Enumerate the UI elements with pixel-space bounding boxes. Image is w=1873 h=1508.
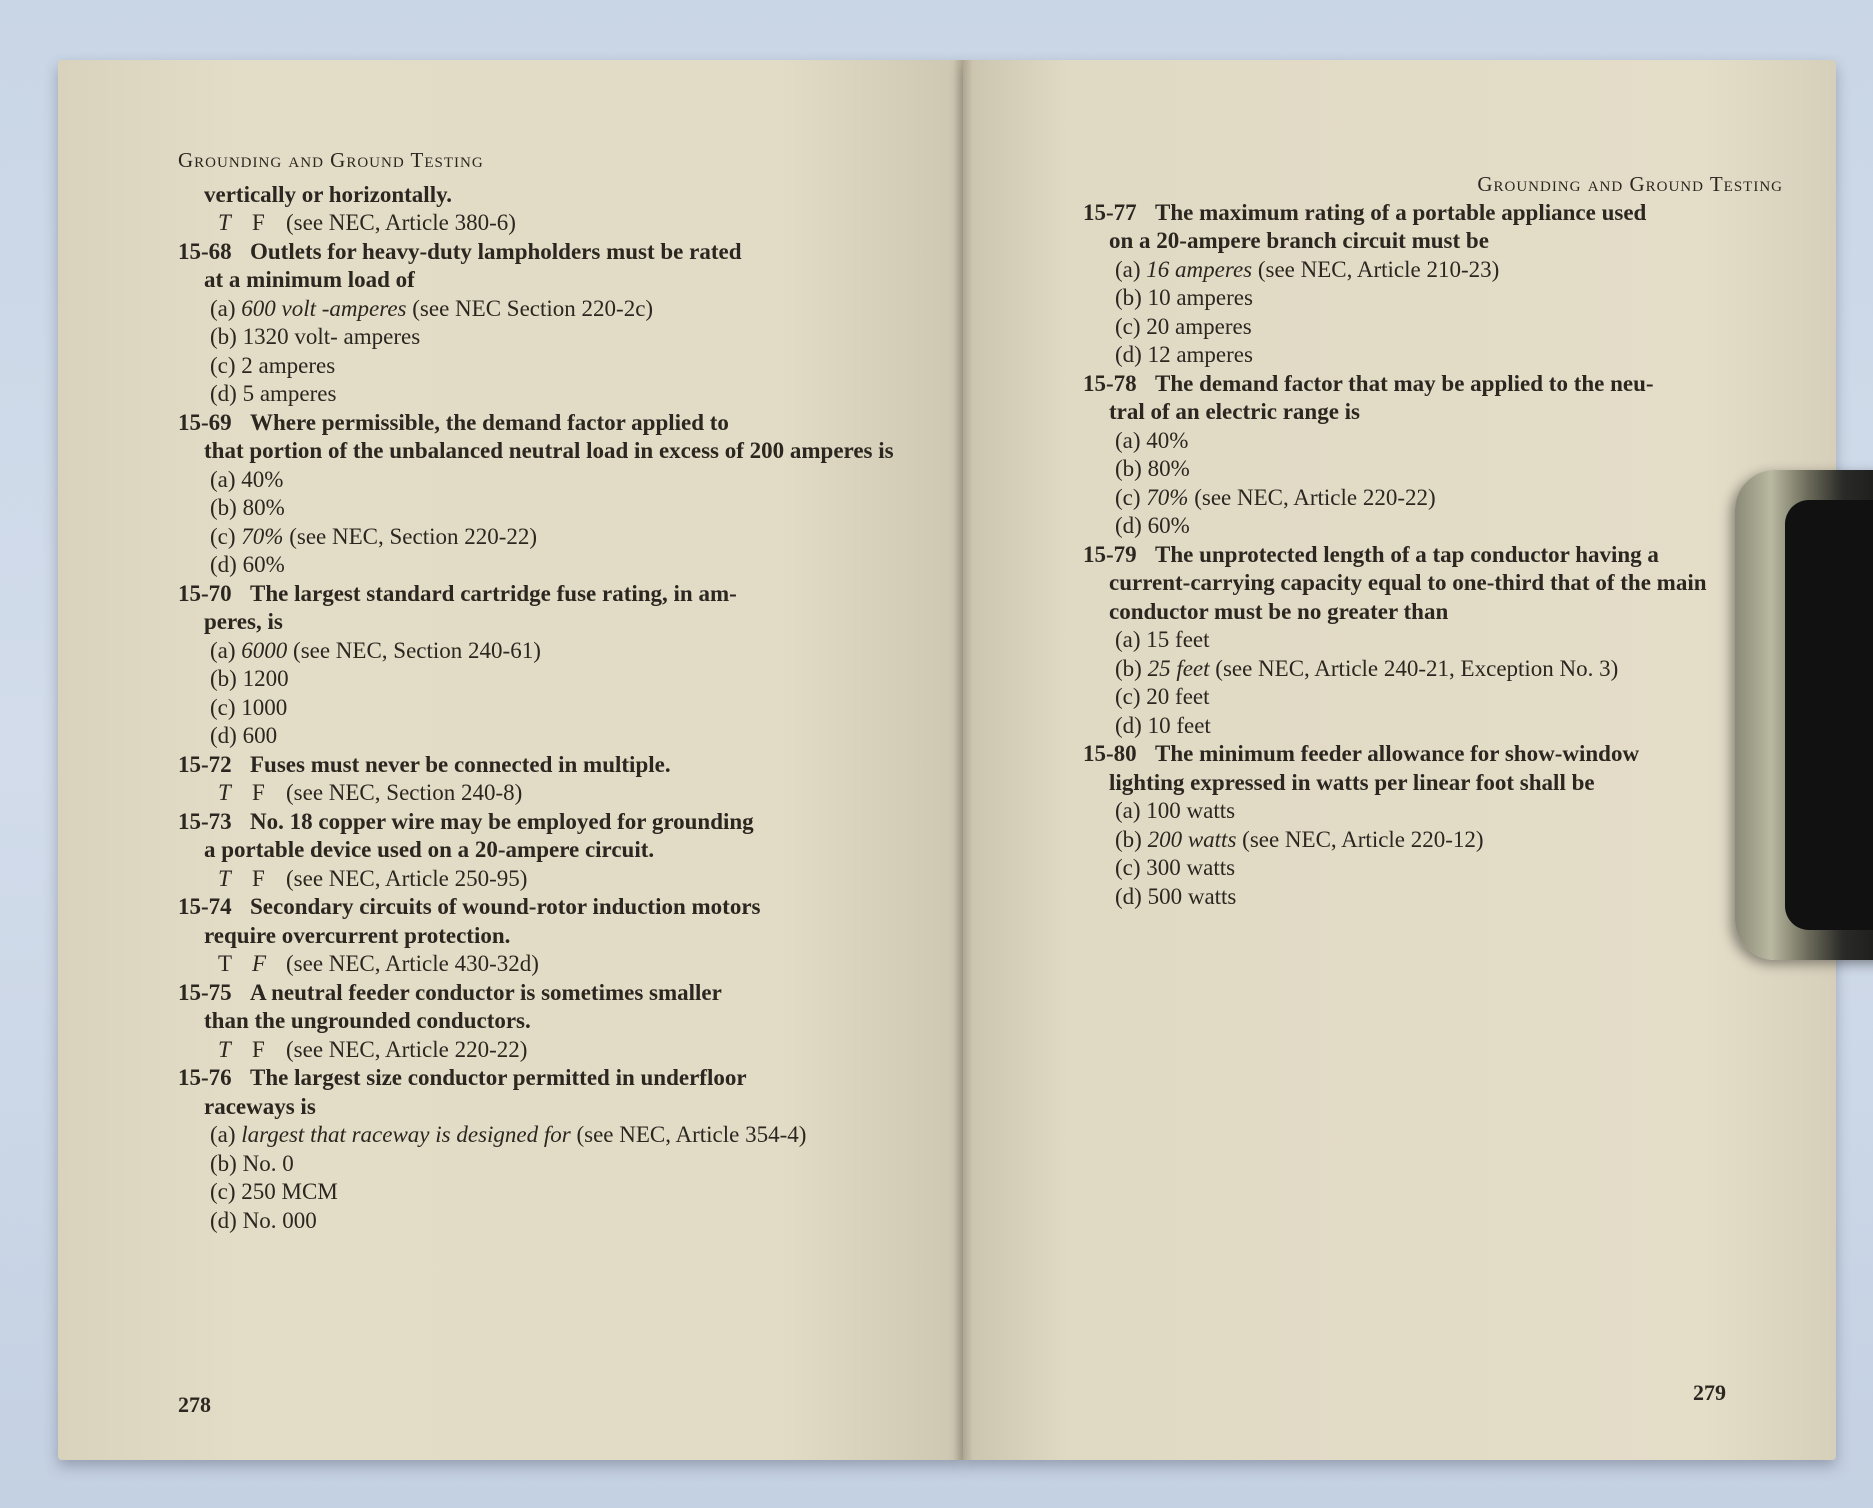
question-continuation: tral of an electric range is [1109,399,1360,424]
answer-option [178,722,948,751]
option-text: 80% [1147,456,1190,481]
option-text: (see NEC, Article 240-21, Exception No. 3) [1209,655,1619,681]
question-stem [1083,370,1783,399]
option-text: 60% [1147,513,1190,538]
option-label: (a) [210,637,242,663]
question-continuation: current-carrying capacity equal to one-third that of the main conductor must be no greater than [1109,570,1707,624]
option-answer: 6000 [241,637,288,663]
question-stem [1083,541,1783,570]
question-number: 15-77 [1083,199,1137,225]
question-number: 15-70 [178,580,232,606]
option-text: 60% [242,552,285,577]
question-stem [1083,740,1783,769]
question-block [178,1064,948,1235]
option-label: (c) [1115,855,1147,880]
answer-option [1083,683,1783,712]
answer-option [1083,626,1783,655]
question-number: 15-68 [178,238,232,264]
question-block [178,979,948,1065]
option-label: (a) [1115,627,1147,652]
true-marker: T [218,210,231,235]
option-text: 15 feet [1146,627,1210,652]
option-text: No. 0 [242,1150,294,1176]
question-block [178,808,948,894]
left-page-content [178,146,948,1235]
answer-option [178,694,948,723]
option-label: (a) [210,1122,242,1147]
option-label: (c) [210,352,242,378]
question-stem [178,1064,948,1093]
right-questions [1083,199,1783,912]
question-block [1083,740,1783,911]
question-number: 15-79 [1083,541,1137,567]
question-block [178,238,948,409]
option-label: (b) [1115,285,1148,310]
option-label: (c) [1115,313,1147,339]
page-number-left: 278 [178,1392,211,1417]
question-stem [178,238,948,267]
option-text: 600 [242,723,278,748]
question-text: Outlets for heavy-duty lampholders must be rated [250,238,742,264]
option-text: 12 amperes [1147,342,1253,367]
nec-reference: (see NEC, Article 380-6) [286,210,516,235]
question-stem [178,751,948,780]
option-label: (b) [210,495,243,520]
true-false-line [178,779,948,808]
question-continuation: than the ungrounded conductors. [204,1008,531,1033]
option-text: 5 amperes [242,381,337,406]
question-continuation: a portable device used on a 20-ampere circuit. [204,837,655,862]
question-block [1083,370,1783,541]
answer-option [178,1121,948,1150]
option-text: 250 MCM [241,1179,338,1204]
answer-option [1083,826,1783,855]
true-false-line [178,865,948,894]
option-label: (c) [210,523,242,549]
question-text: The minimum feeder allowance for show-window [1155,741,1640,766]
answer-option [1083,883,1783,912]
nec-reference: (see NEC, Section 240-8) [286,780,523,805]
running-head-left: Grounding and Ground Testing [178,148,484,172]
right-page [963,60,1836,1460]
option-text: 1200 [242,666,289,691]
option-text: 10 feet [1147,712,1211,738]
option-text: (see NEC, Article 220-12) [1236,826,1484,852]
question-continuation: on a 20-ampere branch circuit must be [1109,228,1489,253]
option-label: (d) [1115,883,1148,909]
answer-option [178,665,948,694]
nec-reference: (see NEC, Article 430-32d) [286,951,539,976]
answer-option [178,1207,948,1236]
answer-option [178,466,948,495]
option-text: 80% [242,495,285,520]
option-label: (b) [1115,456,1148,481]
question-text: Fuses must never be connected in multiple. [250,751,671,777]
option-text: 1320 volt- amperes [242,324,421,349]
false-marker: F [252,1036,265,1062]
option-text: (see NEC, Article 354-4) [570,1122,807,1147]
option-answer: 70% [1146,484,1189,510]
book-spine [953,60,973,1460]
question-block [178,409,948,580]
question-text: The maximum rating of a portable appliance used [1155,199,1647,225]
question-text: The largest size conductor permitted in underfloor [250,1065,747,1090]
question-block [178,893,948,979]
option-label: (a) [210,295,242,321]
answer-option [1083,313,1783,342]
question-number: 15-69 [178,409,232,435]
option-answer: 70% [241,523,284,549]
option-label: (d) [210,381,243,406]
true-marker: T [218,780,231,805]
question-block [1083,541,1783,741]
true-false-line [178,209,948,238]
answer-option [1083,484,1783,513]
false-marker: F [252,865,265,891]
option-label: (a) [1115,798,1147,823]
question-number: 15-75 [178,979,232,1005]
question-continuation: lighting expressed in watts per linear foot shall be [1109,769,1595,795]
question-stem [178,979,948,1008]
option-label: (d) [1115,712,1148,738]
answer-option [178,494,948,523]
option-label: (b) [210,324,243,349]
false-marker: F [252,780,265,805]
question-text: A neutral feeder conductor is sometimes smaller [250,979,722,1005]
left-questions [178,238,948,1236]
option-text: 10 amperes [1147,285,1253,310]
answer-option [178,352,948,381]
question-continuation: vertically or horizontally. [204,181,453,207]
question-stem [178,893,948,922]
answer-option [1083,284,1783,313]
option-label: (b) [210,1150,243,1176]
true-false-line [178,1036,948,1065]
question-number: 15-76 [178,1065,232,1090]
question-continuation: require overcurrent protection. [204,922,511,948]
answer-option [178,1150,948,1179]
option-text: 300 watts [1146,855,1236,880]
question-continuation: raceways is [204,1093,316,1119]
false-marker: F [252,951,267,976]
true-marker: T [218,1036,231,1062]
option-label: (a) [1115,427,1147,453]
false-marker: F [252,210,265,235]
true-marker: T [218,951,233,976]
option-label: (d) [210,552,243,577]
question-number: 15-72 [178,751,232,777]
question-continuation: peres, is [204,609,283,634]
option-label: (c) [1115,484,1147,510]
option-text: 40% [241,466,284,492]
option-label: (a) [1115,256,1147,282]
answer-option [1083,512,1783,541]
option-answer: 25 feet [1147,655,1210,681]
question-stem [1083,199,1783,228]
question-continuation: that portion of the unbalanced neutral load in excess of 200 amperes is [204,438,894,463]
left-intro [178,181,948,238]
option-answer: largest that raceway is designed for [241,1122,571,1147]
question-stem [178,580,948,609]
question-text: The largest standard cartridge fuse rating, in am- [250,580,737,606]
answer-option [178,323,948,352]
answer-option [178,380,948,409]
answer-option [1083,455,1783,484]
answer-option [1083,655,1783,684]
question-stem [178,808,948,837]
answer-option [178,523,948,552]
question-text: The unprotected length of a tap conductor having a [1155,541,1659,567]
open-book [58,60,1836,1460]
running-head-right: Grounding and Ground Testing [1477,172,1783,196]
device-on-page [1735,470,1873,960]
true-false-line [178,950,948,979]
option-text: (see NEC, Section 240-61) [287,637,541,663]
option-answer: 200 watts [1147,826,1237,852]
answer-option [178,295,948,324]
answer-option [178,1178,948,1207]
option-label: (a) [210,466,242,492]
question-text: Secondary circuits of wound-rotor induction motors [250,894,761,919]
question-number: 15-73 [178,808,232,834]
option-text: 20 feet [1146,684,1210,709]
question-block [178,751,948,808]
nec-reference: (see NEC, Article 220-22) [286,1036,528,1062]
option-label: (b) [210,666,243,691]
question-number: 15-80 [1083,741,1137,766]
right-page-content [1083,170,1783,911]
option-label: (c) [1115,684,1147,709]
option-text: 500 watts [1147,883,1237,909]
answer-option [1083,256,1783,285]
option-text: (see NEC, Section 220-22) [283,523,538,549]
answer-option [1083,427,1783,456]
option-text: 100 watts [1146,798,1236,823]
option-text: 40% [1146,427,1189,453]
device-screen [1785,500,1873,930]
question-number: 15-78 [1083,370,1137,396]
option-text: (see NEC Section 220-2c) [406,295,654,321]
answer-option [1083,854,1783,883]
question-text: No. 18 copper wire may be employed for grounding [250,808,754,834]
left-page [58,60,963,1460]
option-label: (d) [210,723,243,748]
option-label: (b) [1115,826,1148,852]
question-stem [178,409,948,438]
question-text: The demand factor that may be applied to the neu- [1155,370,1654,396]
option-answer: 600 volt -amperes [241,295,407,321]
question-block [178,580,948,751]
answer-option [1083,712,1783,741]
option-label: (d) [210,1207,243,1233]
option-answer: 16 amperes [1146,256,1253,282]
option-label: (b) [1115,655,1148,681]
answer-option [178,551,948,580]
page-number-right: 279 [1693,1380,1726,1405]
answer-option [1083,797,1783,826]
option-text: (see NEC, Article 210-23) [1252,256,1500,282]
option-text: 1000 [241,694,288,720]
true-marker: T [218,865,231,891]
option-label: (c) [210,1179,242,1204]
option-text: No. 000 [242,1207,317,1233]
answer-option [1083,341,1783,370]
answer-option [178,637,948,666]
option-label: (c) [210,694,242,720]
option-text: 20 amperes [1146,313,1252,339]
option-text: (see NEC, Article 220-22) [1188,484,1436,510]
question-text: Where permissible, the demand factor applied to [250,409,729,435]
option-text: 2 amperes [241,352,336,378]
question-number: 15-74 [178,894,232,919]
nec-reference: (see NEC, Article 250-95) [286,865,528,891]
option-label: (d) [1115,513,1148,538]
question-block [1083,199,1783,370]
option-label: (d) [1115,342,1148,367]
question-continuation: at a minimum load of [204,267,415,292]
